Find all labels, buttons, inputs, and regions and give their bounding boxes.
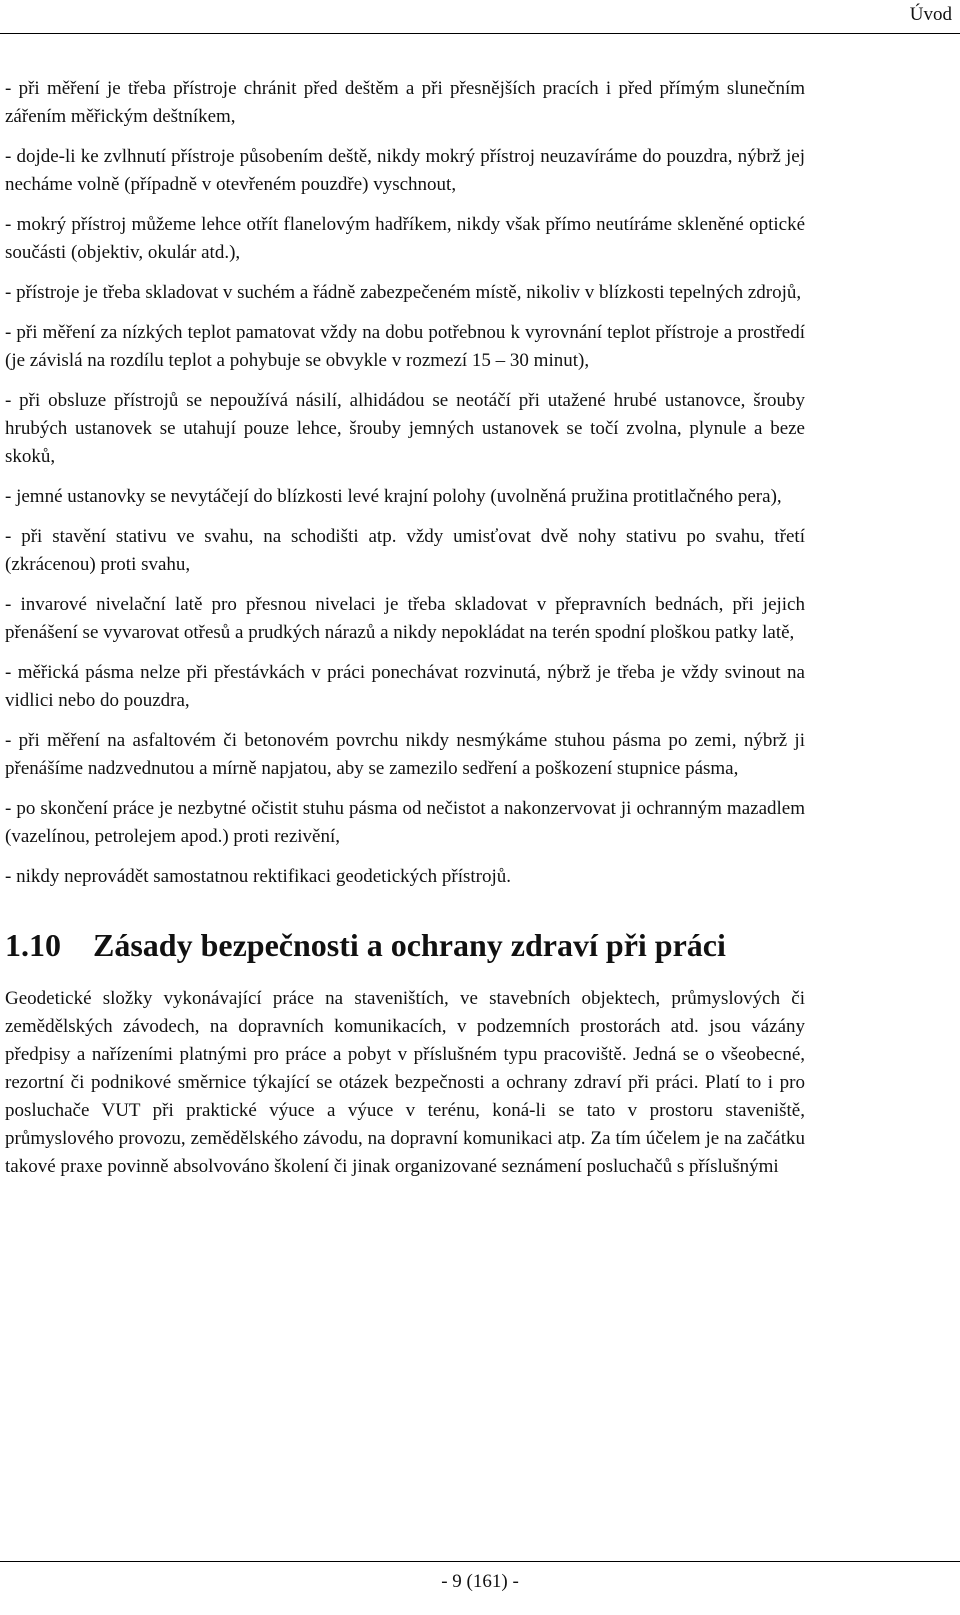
list-item: - při měření je třeba přístroje chránit před deštěm a při přesnějších pracích i před přímým slunečním zářením měřickým deštníkem, [5,78,805,127]
section-title: Zásady bezpečnosti a ochrany zdraví při práci [93,927,726,963]
list-item: - při obsluze přístrojů se nepoužívá násilí, alhidádou se neotáčí při utažené hrubé ustanovce, šrouby hrubých ustanovek se utahují pouze lehce, šrouby jemných ustanovek se točí zvolna, plynule a beze skoků, [5,390,805,467]
list-item: - jemné ustanovky se nevytáčejí do blízkosti levé krajní polohy (uvolněná pružina protitlačného pera), [5,486,782,507]
list-item: - při měření na asfaltovém či betonovém povrchu nikdy nesmýkáme stuhou pásma po zemi, nýbrž ji přenášíme nadzvednutou a mírně napjatou, aby se zamezilo sedření a poškození stupnice pásma, [5,730,805,779]
section-paragraph: Geodetické složky vykonávající práce na staveništích, ve stavebních objektech, průmyslových či zemědělských závodech, na dopravních komunikacích, v podzemních prostorách atd. jsou vázány předpisy a nařízeními platnými pro práce a pobyt v příslušném typu pracoviště. Jedná se o všeobecné, rezortní či podnikové směrnice týkající se otázek bezpečnosti a ochrany zdraví při práci. Platí to i pro posluchače VUT při praktické výuce a výuce v terénu, koná-li se tato v prostoru staveniště, průmyslového provozu, zemědělského závodu, na dopravní komunikaci atp. Za tím účelem je na začátku takové praxe povinně absolvováno školení či jinak organizované seznámení posluchačů s příslušnými [5,988,805,1177]
list-item: - měřická pásma nelze při přestávkách v práci ponechávat rozvinutá, nýbrž je třeba je vždy svinout na vidlici nebo do pouzdra, [5,662,805,711]
section-number: 1.10 [5,927,61,963]
list-item: - mokrý přístroj můžeme lehce otřít flanelovým hadříkem, nikdy však přímo neutíráme skleněné optické součásti (objektiv, okulár atd.), [5,214,805,263]
list-item: - přístroje je třeba skladovat v suchém a řádně zabezpečeném místě, nikoliv v blízkosti tepelných zdrojů, [5,282,802,303]
running-header-title: Úvod [909,4,952,25]
list-item: - po skončení práce je nezbytné očistit stuhu pásma od nečistot a nakonzervovat ji ochranným mazadlem (vazelínou, petrolejem apod.) proti rezivění, [5,798,805,847]
list-item: - dojde-li ke zvlhnutí přístroje působením deště, nikdy mokrý přístroj neuzavíráme do pouzdra, nýbrž jej necháme volně (případně v otevřeném pouzdře) vyschnout, [5,146,805,195]
section-heading [5,925,805,965]
page-number: - 9 (161) - [441,1571,519,1592]
list-item: - při měření za nízkých teplot pamatovat vždy na dobu potřebnou k vyrovnání teplot přístroje a prostředí (je závislá na rozdílu teplot a pohybuje se obvykle v rozmezí 15 – 30 minut), [5,322,805,371]
footer-rule [0,1561,960,1562]
list-item: - invarové nivelační latě pro přesnou nivelaci je třeba skladovat v přepravních bednách, při jejich přenášení se vyvarovat otřesů a prudkých nárazů a nikdy nepokládat na terén spodní ploškou patky latě, [5,594,805,643]
header-rule [0,33,960,34]
page-body [5,75,805,1193]
list-item: - nikdy neprovádět samostatnou rektifikaci geodetických přístrojů. [5,866,511,887]
list-item: - při stavění stativu ve svahu, na schodišti atp. vždy umisťovat dvě nohy stativu po svahu, třetí (zkrácenou) proti svahu, [5,526,805,575]
